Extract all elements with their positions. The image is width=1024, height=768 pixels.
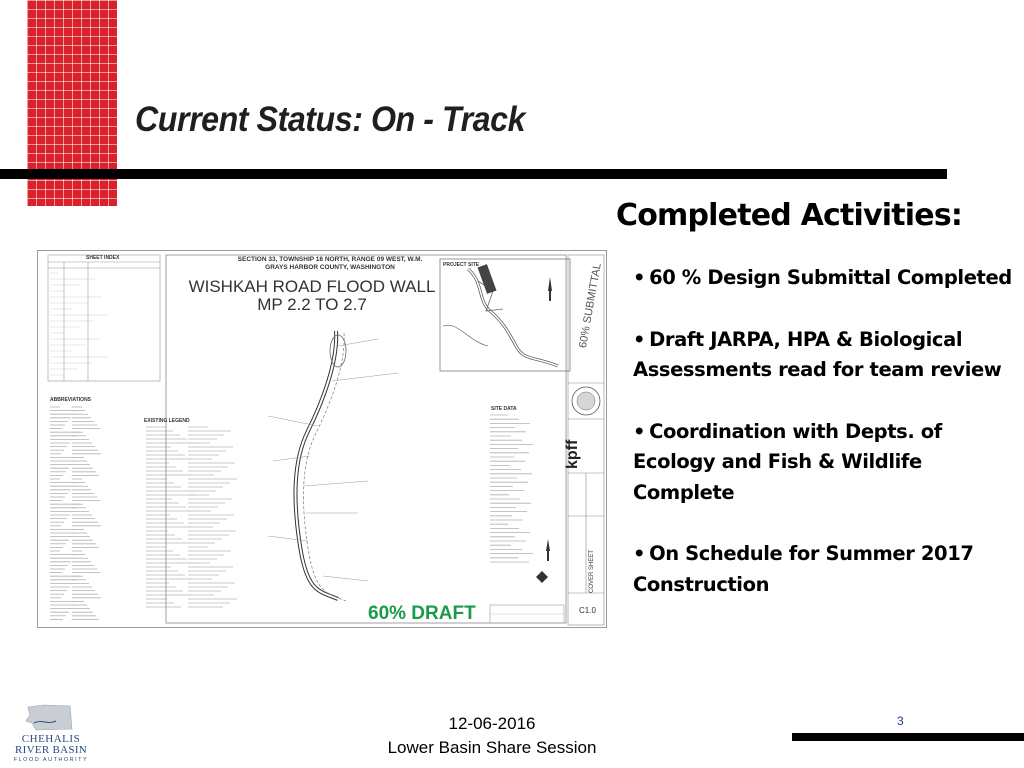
activities-heading: Completed Activities: xyxy=(616,198,963,233)
activity-text: Coordination with Depts. of Ecology and Fish & Wildlife Complete xyxy=(633,419,942,504)
logo-line1: CHEHALIS xyxy=(21,733,81,745)
logo-line2: RIVER BASIN xyxy=(14,744,88,756)
drawing-county-line: GRAYS HARBOR COUNTY, WASHINGTON xyxy=(265,264,395,271)
existing-legend-label: EXISTING LEGEND xyxy=(144,418,190,424)
activity-text: On Schedule for Summer 2017 Construction xyxy=(633,542,974,596)
activity-text: Draft JARPA, HPA & Biological Assessments read for team review xyxy=(633,327,1002,381)
bullet-icon: • xyxy=(633,266,646,289)
slide-title: Current Status: On - Track xyxy=(135,100,526,139)
drawing-section-line: SECTION 33, TOWNSHIP 18 NORTH, RANGE 09 WEST, W.M. xyxy=(237,256,423,263)
activity-text: 60 % Design Submittal Completed xyxy=(649,266,1012,289)
engineering-drawing xyxy=(37,250,607,628)
firm-logo: kpff xyxy=(564,439,581,469)
drawing-title-line1: WISHKAH ROAD FLOOD WALL xyxy=(188,277,436,296)
footer-date: 12-06-2016 xyxy=(448,714,536,733)
activity-item xyxy=(633,417,1013,509)
drawing-title-line2: MP 2.2 TO 2.7 xyxy=(257,295,367,314)
footer-divider-bar xyxy=(792,733,1024,741)
draft-label: 60% DRAFT xyxy=(368,603,476,624)
bullet-icon: • xyxy=(633,327,646,351)
bullet-icon: • xyxy=(633,419,646,443)
site-data-label: SITE DATA xyxy=(491,406,517,412)
abbreviations-label: ABBREVIATIONS xyxy=(50,397,92,403)
submittal-stamp: 60% SUBMITTAL xyxy=(577,262,604,349)
title-divider-bar xyxy=(0,169,947,179)
activity-item xyxy=(633,325,1013,386)
cover-sheet-label: COVER SHEET xyxy=(589,549,595,593)
logo-line3: FLOOD AUTHORITY xyxy=(13,757,89,763)
activity-item xyxy=(633,263,1013,294)
activities-list xyxy=(633,263,1013,631)
sheet-number: C1.0 xyxy=(579,606,596,615)
page-number: 3 xyxy=(897,714,904,728)
bullet-icon: • xyxy=(633,542,646,565)
project-site-label: PROJECT SITE xyxy=(443,262,480,268)
sheet-index-label: SHEET INDEX xyxy=(86,255,120,261)
footer-session: Lower Basin Share Session xyxy=(387,738,597,757)
activity-item xyxy=(633,539,1013,600)
